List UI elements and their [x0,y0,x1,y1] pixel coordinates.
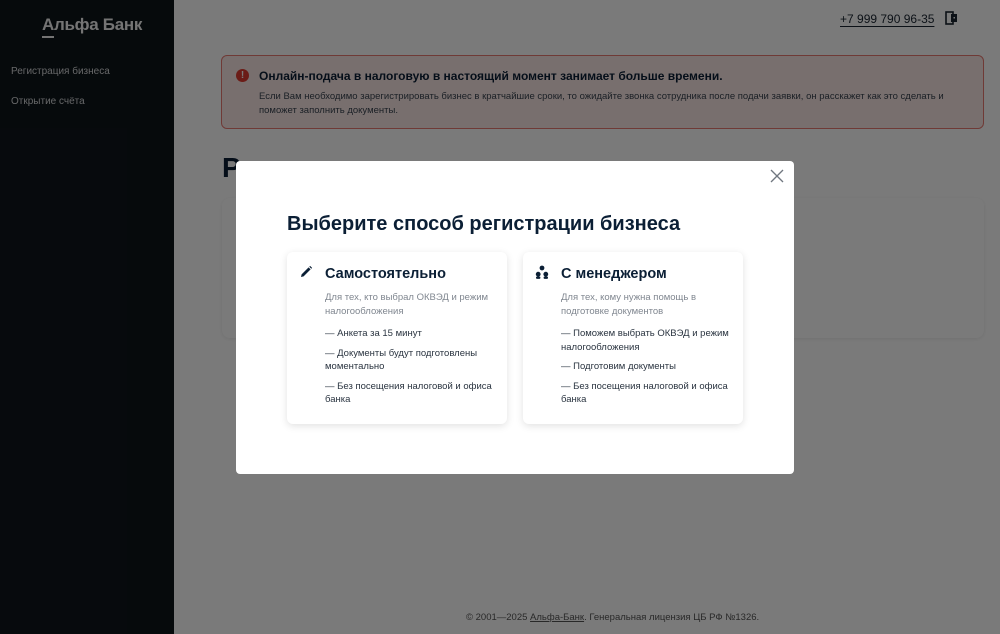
option-title: С менеджером [561,266,667,282]
pencil-icon [299,265,313,279]
option-self-registration[interactable] [287,252,507,424]
modal-title: Выберите способ регистрации бизнеса [287,213,681,235]
option-title: Самостоятельно [325,266,446,282]
option-with-manager[interactable] [523,252,743,424]
option-description: Для тех, кто выбрал ОКВЭД и режим налогообложения [325,292,489,317]
option-description: Для тех, кому нужна помощь в подготовке документов [561,292,697,317]
option-point: — Без посещения налоговой и офиса банка [325,380,492,405]
option-point: — Поможем выбрать ОКВЭД и режим налогообложения [561,328,729,353]
people-icon [535,265,549,279]
option-point: — Без посещения налоговой и офиса банка [561,380,728,405]
option-point: — Документы будут подготовлены моментально [325,347,478,372]
option-points [325,327,503,413]
option-points [561,327,739,413]
option-point: — Подготовим документы [561,361,676,372]
close-icon[interactable] [769,168,785,184]
option-point: — Анкета за 15 минут [325,328,422,339]
